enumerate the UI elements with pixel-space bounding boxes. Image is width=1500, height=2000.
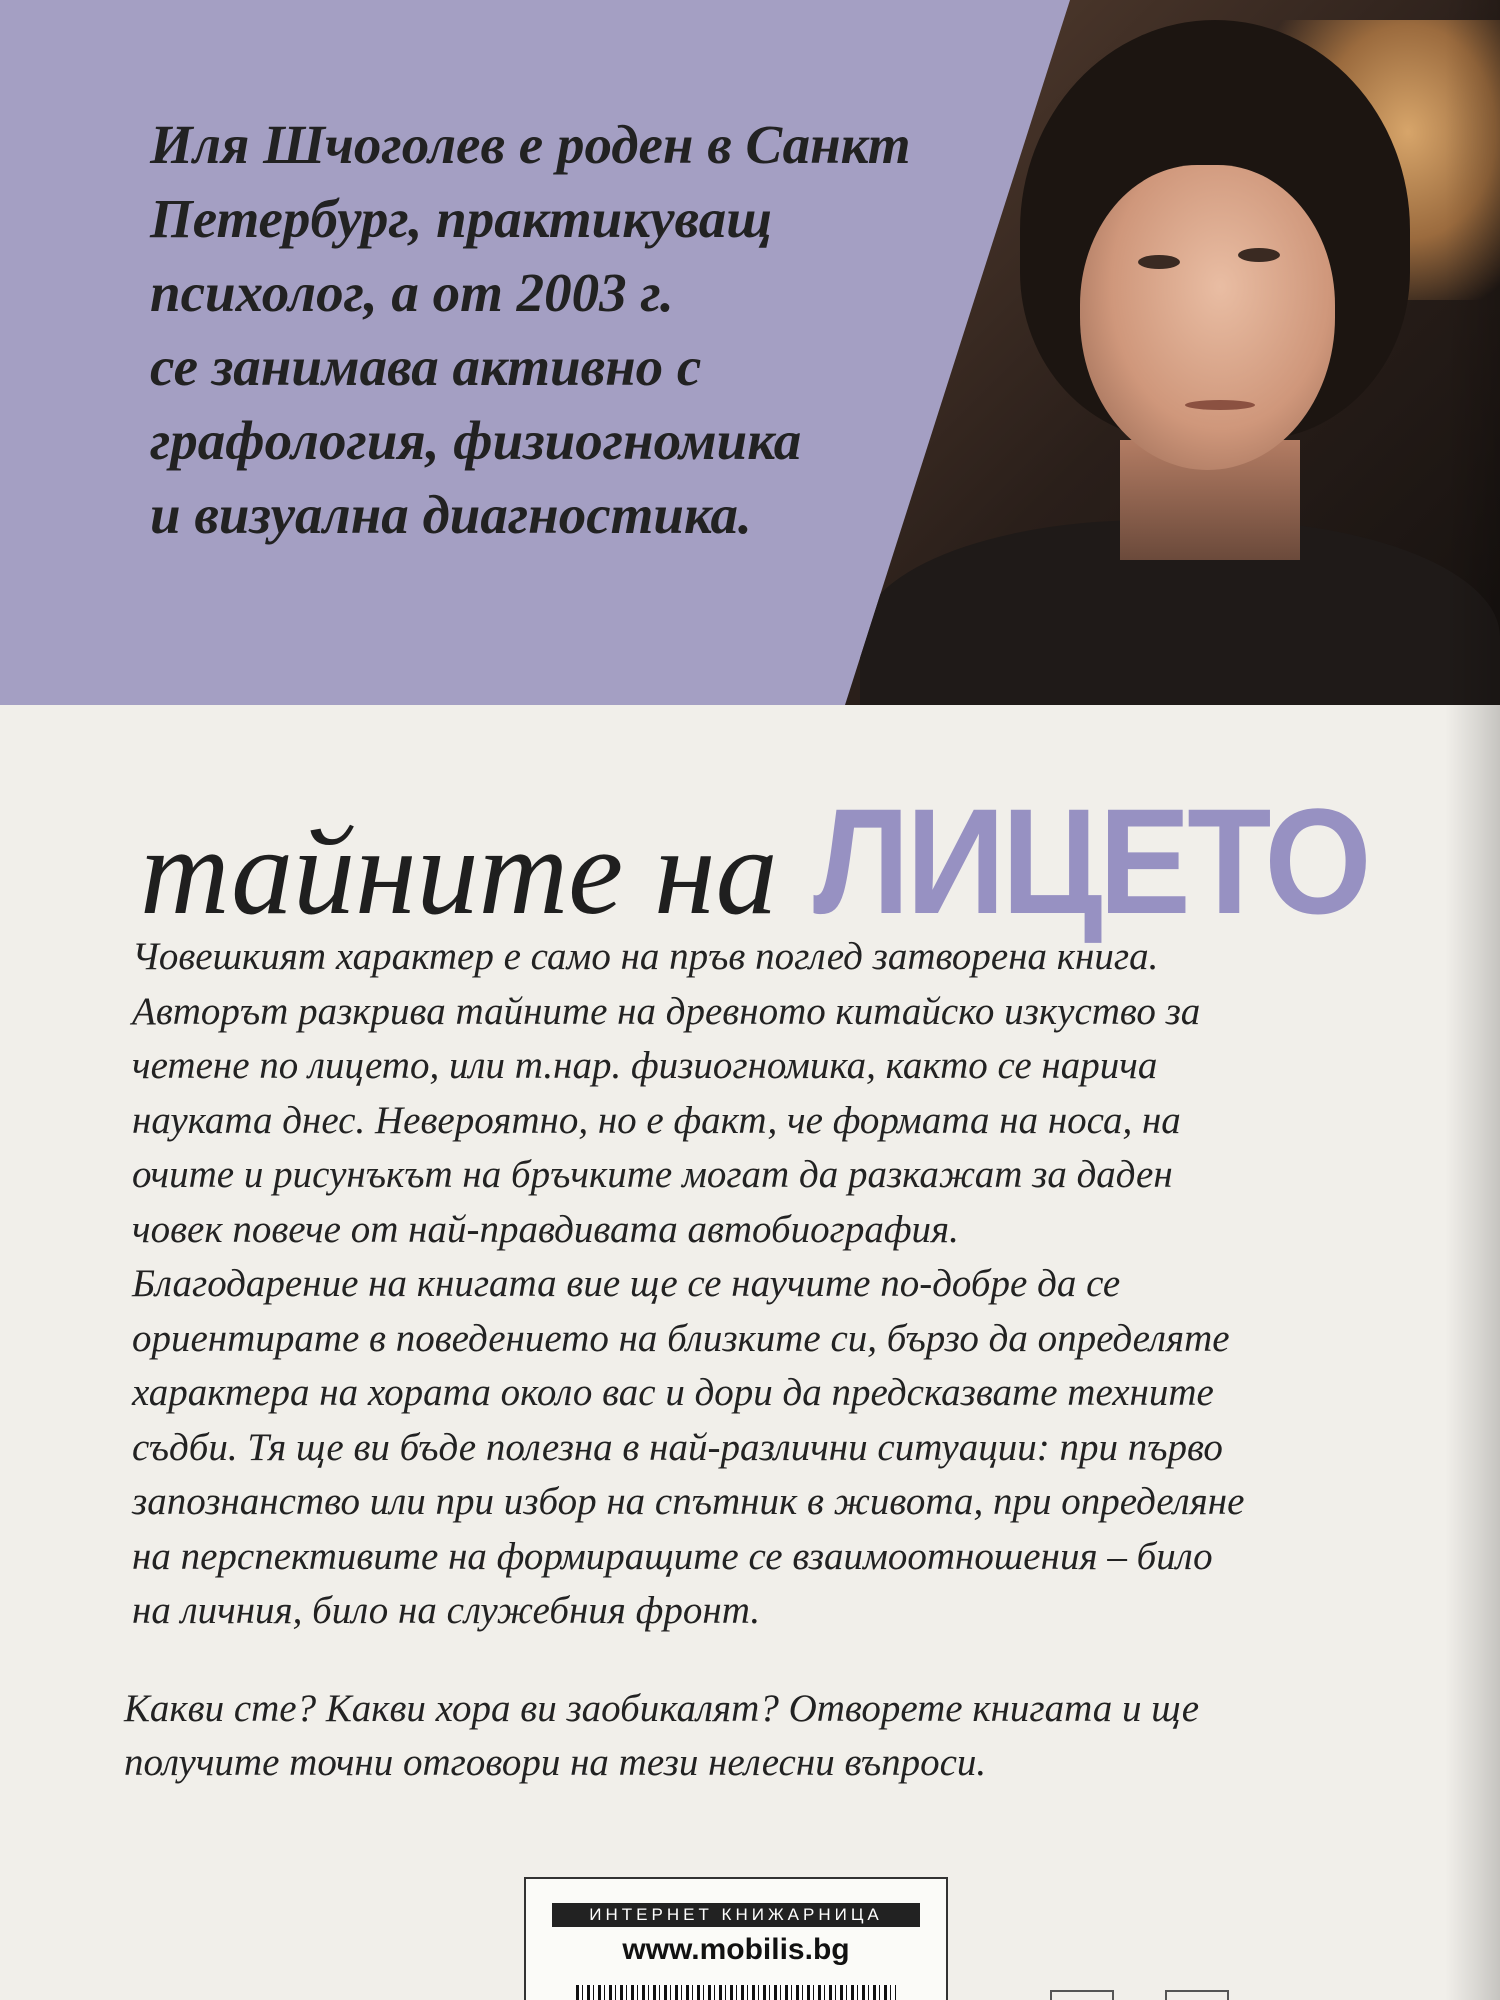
description-line: на личния, било на служебния фронт. <box>132 1589 761 1632</box>
bio-line: Иля Шчоголев е роден в Санкт <box>150 114 911 175</box>
store-url[interactable]: www.mobilis.bg <box>622 1933 850 1966</box>
author-right-eye <box>1238 248 1280 262</box>
bookstore-sticker <box>524 1877 948 2000</box>
bio-line: се занимава активно с <box>150 336 702 397</box>
description-line: ориентирате в поведението на близките си, бързо да определяте <box>132 1316 1230 1360</box>
book-title <box>140 775 1390 945</box>
description-line: на перспективите на формиращите се взаимоотношения – било <box>132 1534 1213 1578</box>
questions-line: Какви сте? Какви хора ви заобикалят? Отворете книгата и ще <box>124 1687 1200 1730</box>
title-italic-part: тайните на <box>140 803 778 940</box>
bio-line: графология, физиогномика <box>150 410 802 471</box>
description-line: четене по лицето, или т.нар. физиогномика, както се нарича <box>132 1044 1158 1087</box>
closing-questions <box>124 1682 1354 1790</box>
description-line: запознанство или при избор на спътник в живота, при определяне <box>132 1480 1245 1523</box>
title-bold-part: ЛИЦЕТО <box>812 777 1368 945</box>
price-box <box>1050 1990 1114 2000</box>
author-bio <box>150 108 950 552</box>
description-line: Човешкият характер е само на пръв поглед затворена книга. <box>132 935 1159 978</box>
description-line: характера на хората около вас и дори да предсказвате техните <box>132 1371 1214 1414</box>
price-box <box>1165 1990 1229 2000</box>
barcode <box>576 1985 896 2000</box>
store-label: ИНТЕРНЕТ КНИЖАРНИЦА <box>552 1903 920 1927</box>
description-line: съдби. Тя ще ви бъде полезна в най-различни ситуации: при първо <box>132 1425 1223 1469</box>
bio-line: и визуална диагностика. <box>150 484 752 545</box>
description-line: науката днес. Невероятно, но е факт, че формата на носа, на <box>132 1098 1181 1142</box>
author-left-eye <box>1138 255 1180 269</box>
description-line: очите и рисунъкът на бръчките могат да разкажат за даден <box>132 1153 1173 1196</box>
description-line: човек повече от най-правдивата автобиография. <box>132 1207 959 1251</box>
book-description <box>132 930 1362 1639</box>
author-mouth <box>1185 400 1255 410</box>
author-face <box>1080 165 1335 470</box>
questions-line: получите точни отговори на тези нелесни въпроси. <box>124 1741 987 1784</box>
description-line: Благодарение на книгата вие ще се научите по-добре да се <box>132 1262 1121 1305</box>
spine-shadow <box>1445 0 1500 2000</box>
bio-line: Петербург, практикуващ <box>150 188 773 249</box>
description-line: Авторът разкрива тайните на древното китайско изкуство за <box>132 989 1201 1033</box>
bio-line: психолог, а от 2003 г. <box>150 262 674 323</box>
